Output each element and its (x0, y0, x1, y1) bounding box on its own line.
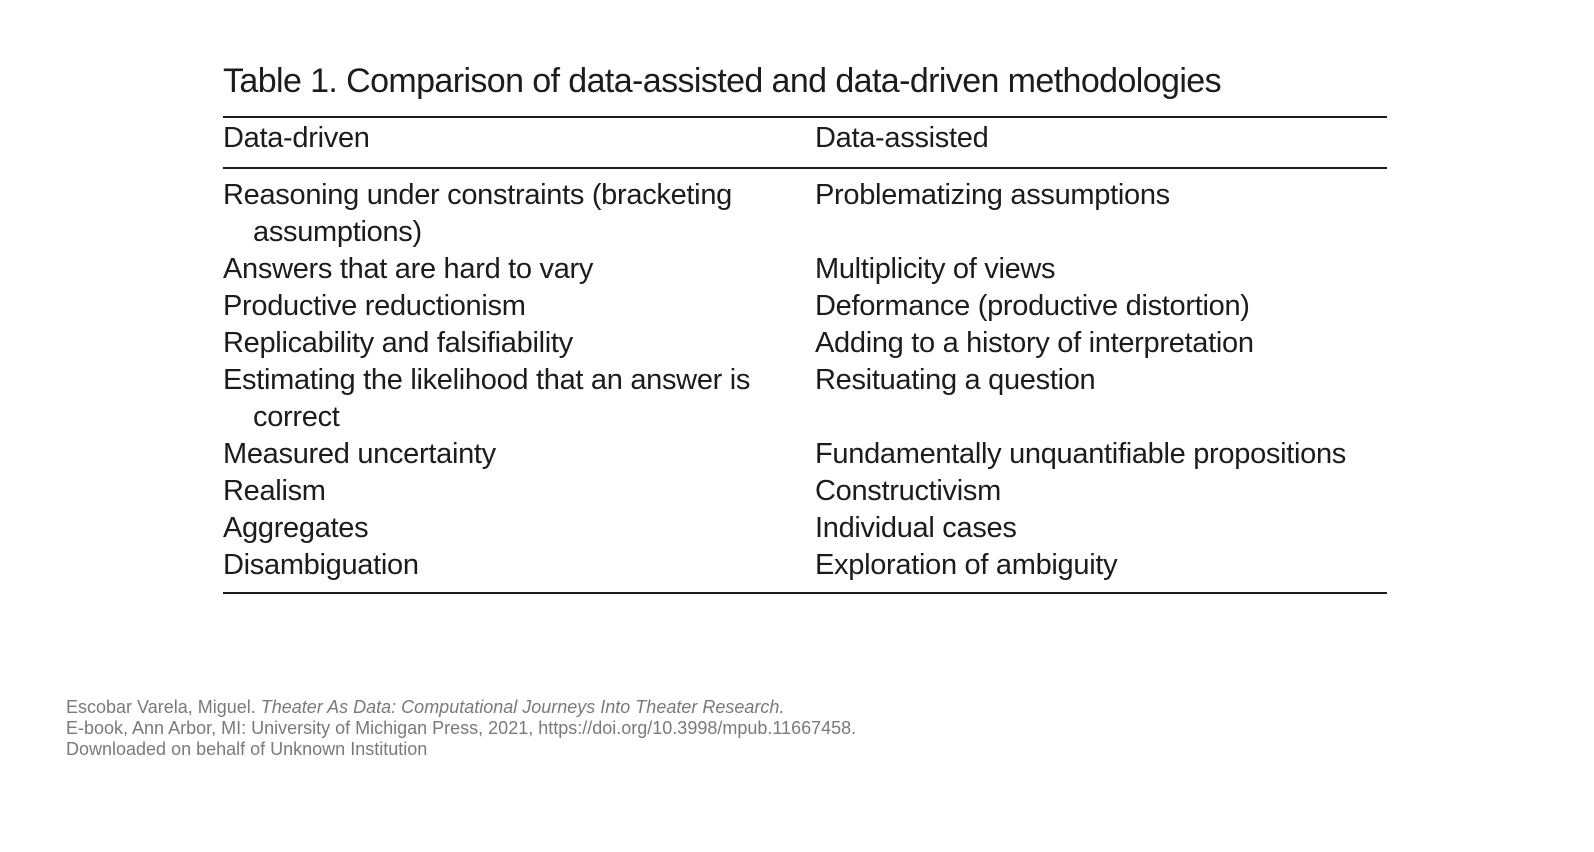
citation-publication: E-book, Ann Arbor, MI: University of Michigan Press, 2021, https://doi.org/10.3998/mpub.11667458. (66, 718, 857, 738)
table-row (223, 547, 1387, 593)
table-cell: Fundamentally unquantifiable propositions (815, 438, 1346, 470)
table-cell: Adding to a history of interpretation (815, 327, 1254, 359)
table-title: Table 1. Comparison of data-assisted and data-driven methodologies (223, 62, 1222, 100)
table-cell: Answers that are hard to vary (223, 253, 594, 285)
table-cell: Multiplicity of views (815, 253, 1056, 285)
table-row (223, 510, 1387, 547)
table-cell: Deformance (productive distortion) (815, 290, 1250, 322)
table-cell: Aggregates (223, 512, 369, 544)
table-row (223, 436, 1387, 473)
table-row (223, 168, 1387, 251)
citation-block (66, 697, 856, 760)
table-cell: Estimating the likelihood that an answer is correct (223, 364, 751, 433)
table-cell: Problematizing assumptions (815, 179, 1170, 211)
table-row (223, 288, 1387, 325)
table-cell: Constructivism (815, 475, 1001, 507)
table-cell: Individual cases (815, 512, 1017, 544)
table-cell: Productive reductionism (223, 290, 526, 322)
table-cell: Replicability and falsifiability (223, 327, 573, 359)
citation-line-1 (66, 697, 856, 718)
citation-download-note: Downloaded on behalf of Unknown Institution (66, 739, 428, 759)
citation-author: Escobar Varela, Miguel. (66, 697, 256, 717)
table-header-row (223, 117, 1387, 168)
table-cell: Exploration of ambiguity (815, 549, 1118, 581)
column-header-data-assisted: Data-assisted (815, 117, 1387, 168)
table-cell: Disambiguation (223, 549, 419, 581)
citation-book-title: Theater As Data: Computational Journeys Into Theater Research. (260, 697, 785, 717)
table-container (223, 60, 1387, 594)
table-row (223, 325, 1387, 362)
table-row (223, 251, 1387, 288)
table-cell: Reasoning under constraints (bracketing assumptions) (223, 179, 732, 248)
column-header-data-driven: Data-driven (223, 117, 815, 168)
table-cell: Measured uncertainty (223, 438, 496, 470)
table-row (223, 362, 1387, 436)
table-cell: Realism (223, 475, 326, 507)
table-cell: Resituating a question (815, 364, 1096, 396)
comparison-table (223, 116, 1387, 594)
table-row (223, 473, 1387, 510)
